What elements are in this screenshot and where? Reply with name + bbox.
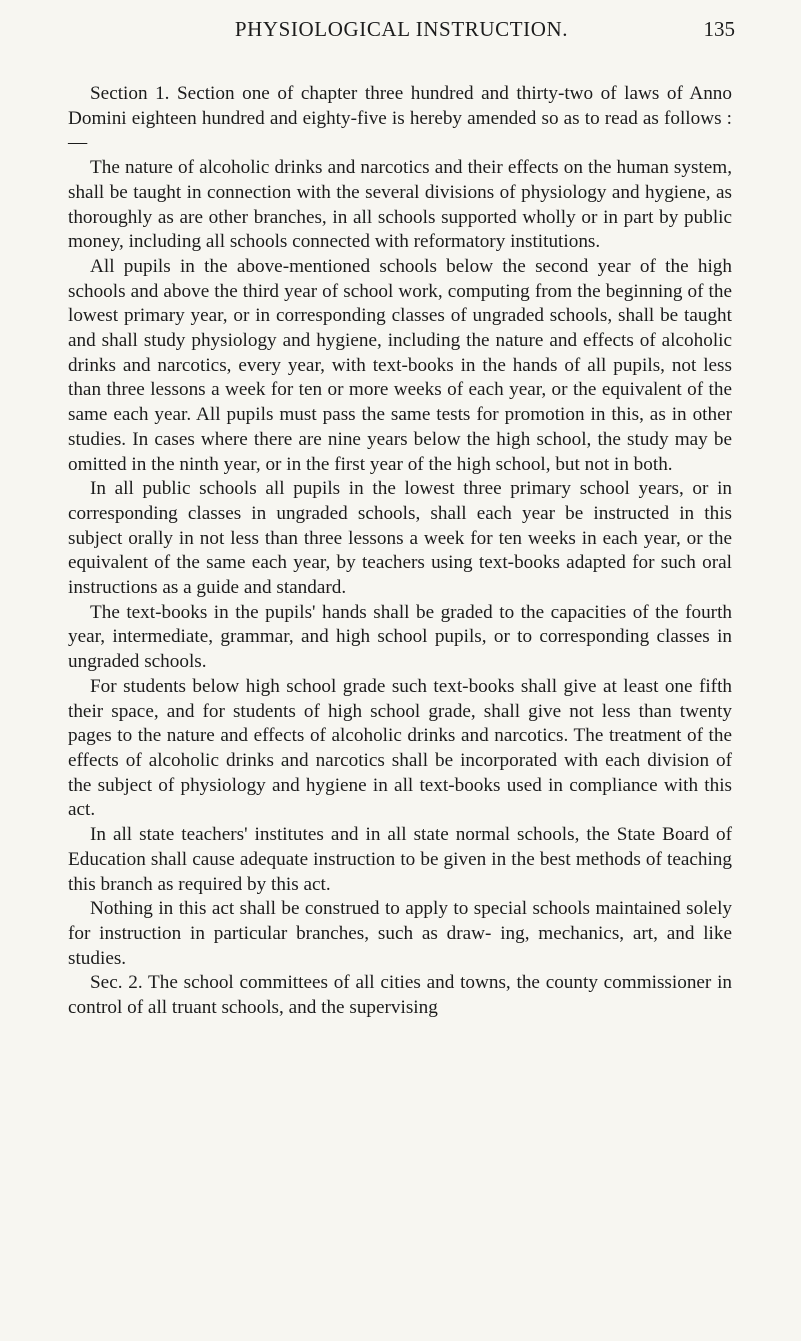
paragraph-special-schools: Nothing in this act shall be construed to apply to special schools maintained solely for instruction in particular branches, such as draw- ing, mechanics, art, and like studies. [68,898,732,969]
paragraph-section-2: Sec. 2. The school committees of all cities and towns, the county commissioner in control of all truant schools, and the supervising [68,972,732,1019]
paragraph-section-1: Section 1. Section one of chapter three hundred and thirty-two of laws of Anno Domini eighteen hundred and eighty-five is hereby amended so as to read as follows : — [68,83,732,154]
paragraph-students-below-high-school: For students below high school grade such text-books shall give at least one fifth their space, and for students of high school grade, shall give not less than twenty pages to the nature and effects of alcoholic drinks and narcotics. The treatment of the effects of alcoholic drinks and narcotics shall be incorporated with each division of the subject of physiology and hygiene in all text-books used in compliance with this act. [68,675,732,821]
running-header [68,14,735,44]
paragraph-all-pupils: All pupils in the above-mentioned schools below the second year of the high schools and above the third year of school work, computing from the beginning of the lowest primary year, or in corresponding classes of ungraded schools, shall be taught and shall study physiology and hygiene, including the nature and effects of alcoholic drinks and narcotics, every year, with text-books in the hands of all pupils, not less than three lessons a week for ten or more weeks of each year, or the equivalent of the same each year. All pupils must pass the same tests for promotion in this, as in other studies. In cases where there are nine years below the high school, the study may be omitted in the ninth year, or in the first year of the high school, but not in both. [68,255,732,475]
paragraph-teachers-institutes: In all state teachers' institutes and in all state normal schools, the State Board of Education shall cause adequate instruction to be given in the best methods of teaching this branch as required by this act. [68,824,732,895]
running-title: PHYSIOLOGICAL INSTRUCTION. [234,17,569,41]
body-text [68,82,732,1021]
paragraph-primary-years: In all public schools all pupils in the lowest three primary school years, or in corresponding classes in ungraded schools, shall each year be instructed in this subject orally in not less than three lessons a week for ten weeks in each year, or the equivalent of the same each year, by teachers using text-books adapted for such oral instructions as a guide and standard. [68,478,732,599]
paragraph-nature-of-drinks: The nature of alcoholic drinks and narcotics and their effects on the human system, shall be taught in connection with the several divisions of physiology and hygiene, as thoroughly as are other branches, in all schools supported wholly or in part by public money, including all schools connected with reformatory institutions. [68,157,732,253]
paragraph-text-books-graded: The text-books in the pupils' hands shall be graded to the capacities of the fourth year, intermediate, grammar, and high school pupils, or to corresponding classes in ungraded schools. [68,601,732,673]
page-number: 135 [703,17,735,41]
